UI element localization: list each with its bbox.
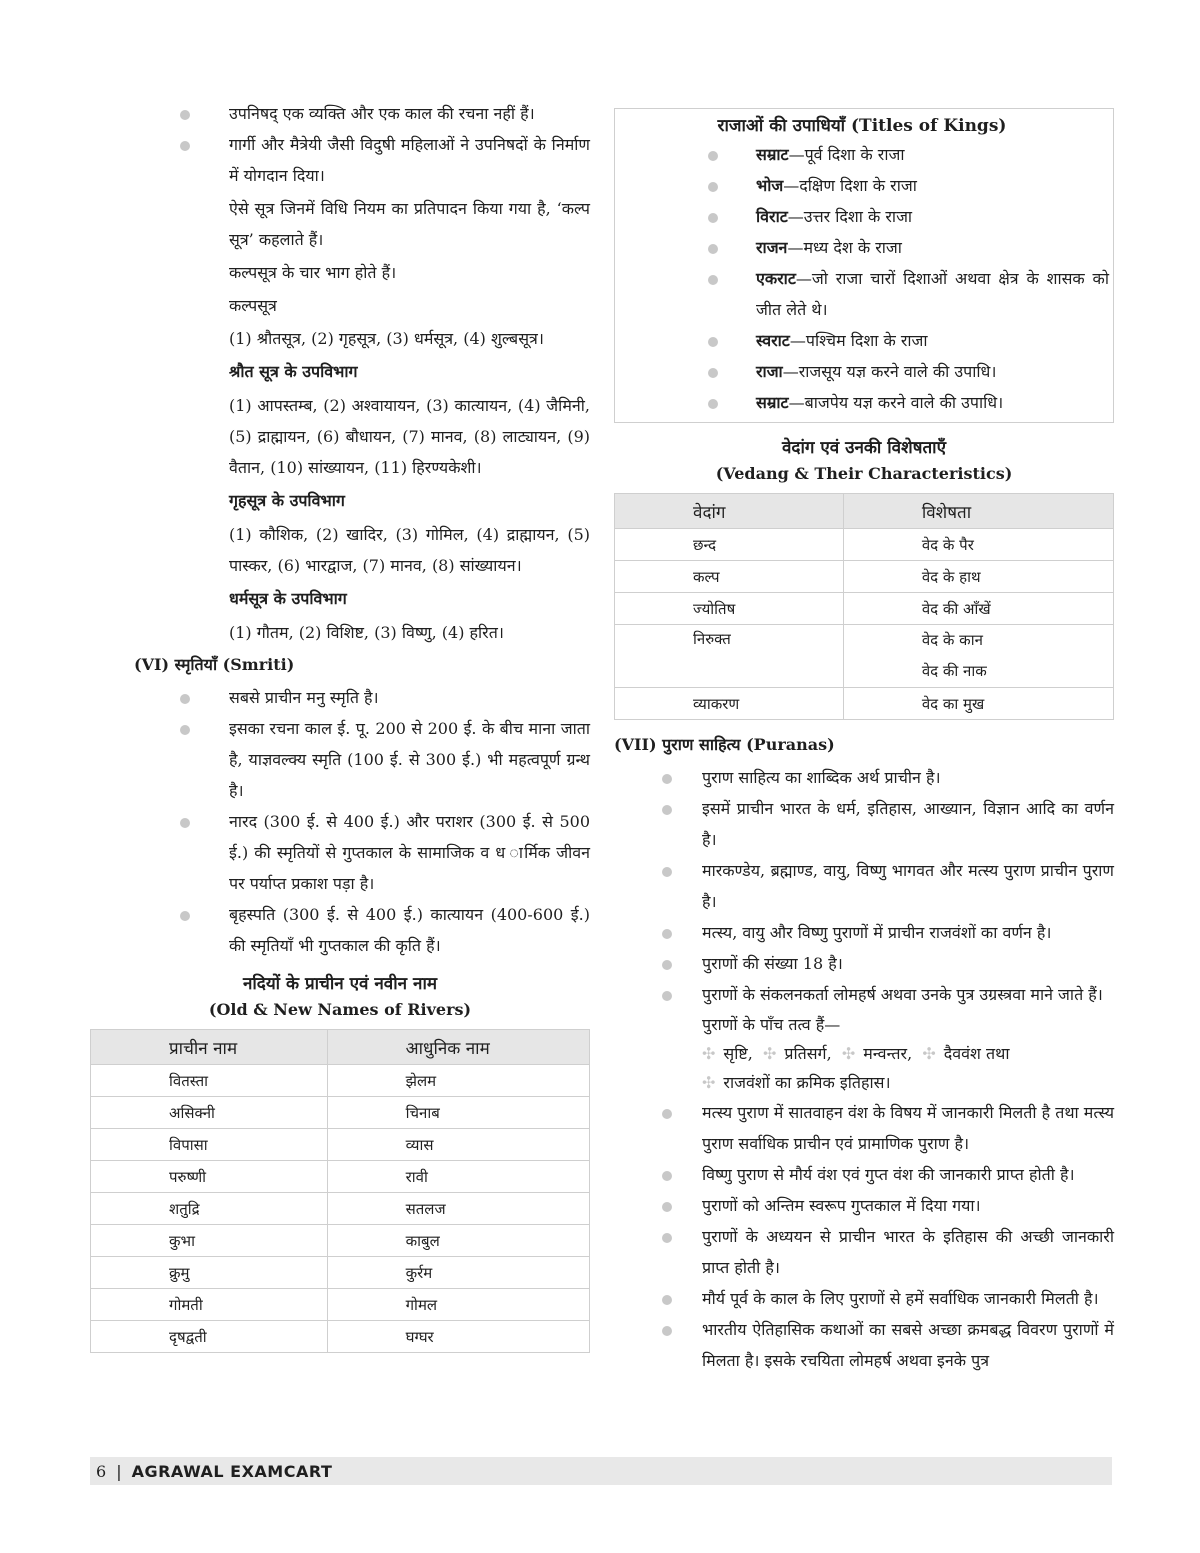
list-item [615,201,1109,232]
table-cell: चिनाब [327,1097,589,1129]
table-row [91,1129,590,1161]
table-cell: वितस्ता [91,1065,328,1097]
vedang-title: वेदांग एवं उनकी विशेषताएँ [781,438,946,458]
table-cell: वेद के पैर [843,529,1113,561]
table-header-row [615,494,1114,529]
cell-line: वेद की नाक [921,662,987,680]
right-column [614,108,1114,1376]
upanishad-bullets [90,98,590,191]
page-footer [90,1457,1112,1485]
table-cell: रावी [327,1161,589,1193]
list-item: विष्णु पुराण से मौर्य वंश एवं गुप्त वंश की जानकारी प्राप्त होती है। [614,1159,1114,1190]
shraut-heading: श्रौत सूत्र के उपविभाग [229,362,358,381]
king-desc: —दक्षिण दिशा के राजा [783,176,917,195]
brand-logo: AGRAWAL EXAMCART [131,1461,333,1481]
footer-separator: | [116,1461,122,1481]
table-row [615,529,1114,561]
list-item: पुराणों के अध्ययन से प्राचीन भारत के इतिहास की अच्छी जानकारी प्राप्त होती है। [614,1221,1114,1283]
shraut-list: (1) आपस्तम्ब, (2) अश्वायायन, (3) कात्यायन, (4) जैमिनी, (5) द्राह्मायन, (6) बौधायन, (7) मानव, (8) लाट्यायन, (9) वैतान, (10) सांख्यायन, (11) हिरण्यकेशी। [229,396,590,477]
list-item [615,263,1109,325]
king-desc: —पश्चिम दिशा के राजा [789,331,928,350]
table-cell: छन्द [615,529,844,561]
list-item: इसमें प्राचीन भारत के धर्म, इतिहास, आख्यान, विज्ञान आदि का वर्णन है। [614,793,1114,855]
puran-heading: (VII) पुराण साहित्य (Puranas) [614,735,835,754]
griha-list: (1) कौशिक, (2) खादिर, (3) गोमिल, (4) द्राह्मायन, (5) पास्कर, (6) भारद्वाज, (7) मानव, (8) सांख्यायन। [229,525,590,575]
table-row [91,1097,590,1129]
five-elements-intro: पुराणों के पाँच तत्व हैं— [702,1015,841,1034]
kalp-sutra-list: (1) श्रौतसूत्र, (2) गृहसूत्र, (3) धर्मसूत्र, (4) शुल्बसूत्र। [229,329,544,348]
list-item [615,325,1109,356]
king-term: सम्राट [756,145,789,164]
table-cell: क्रुमु [91,1257,328,1289]
king-term: एकराट [756,269,796,288]
star-icon: ✣ [762,1044,777,1063]
king-desc: —राजसूय यज्ञ करने वाले की उपाधि। [782,362,997,381]
list-item: इसका रचना काल ई. पू. 200 से 200 ई. के बीच माना जाता है, याज्ञवल्क्य स्मृति (100 ई. से 300 ई.) भी महत्वपूर्ण ग्रन्थ है। [90,713,590,806]
table-row [91,1193,590,1225]
table-header-row [91,1030,590,1065]
list-item: नारद (300 ई. से 400 ई.) और पराशर (300 ई. से 500 ई.) की स्मृतियों से गुप्तकाल के सामाजिक व ध ार्मिक जीवन पर पर्याप्त प्रकाश पड़ा है। [90,806,590,899]
table-cell: गोमती [91,1289,328,1321]
list-item: भारतीय ऐतिहासिक कथाओं का सबसे अच्छा क्रमबद्ध विवरण पुराणों में मिलता है। इसके रचयिता लोमहर्ष अथवा इनके पुत्र [614,1314,1114,1376]
table-row [615,593,1114,625]
list-item: मत्स्य, वायु और विष्णु पुराणों में प्राचीन राजवंशों का वर्णन है। [614,917,1114,948]
vedang-table [614,493,1114,720]
dharma-heading: धर्मसूत्र के उपविभाग [229,589,347,608]
column-header: विशेषता [843,494,1113,529]
king-desc: —मध्य देश के राजा [787,238,902,257]
table-cell: काबुल [327,1225,589,1257]
column-header: प्राचीन नाम [91,1030,328,1065]
table-cell: शतुद्रि [91,1193,328,1225]
table-cell: दृषद्वती [91,1321,328,1353]
list-item: पुराण साहित्य का शाब्दिक अर्थ प्राचीन है। [614,762,1114,793]
star-icon: ✣ [922,1044,936,1063]
element-item: सृष्टि, [723,1044,753,1063]
king-term: भोज [756,176,784,195]
list-item [615,387,1109,418]
puran-bullets-a [614,762,1114,1010]
king-term: सम्राट [756,393,789,412]
element-item: राजवंशों का क्रमिक इतिहास। [723,1073,891,1092]
five-elements [614,1010,1114,1097]
five-elements-line [702,1068,1114,1097]
list-item: मौर्य पूर्व के काल के लिए पुराणों से हमें सर्वाधिक जानकारी मिलती है। [614,1283,1114,1314]
table-cell: कुभा [91,1225,328,1257]
star-icon: ✣ [702,1044,716,1063]
griha-heading: गृहसूत्र के उपविभाग [229,491,345,510]
king-term: विराट [756,207,788,226]
table-cell: गोमल [327,1289,589,1321]
cell-line: वेद के कान [921,631,983,649]
kalp-sutra-parts: कल्पसूत्र के चार भाग होते हैं। [229,263,397,282]
element-item: प्रतिसर्ग, [784,1044,832,1063]
table-cell: परुष्णी [91,1161,328,1193]
vedang-subtitle: (Vedang & Their Characteristics) [715,464,1013,483]
table-row [615,561,1114,593]
table-cell: व्यास [327,1129,589,1161]
king-term: स्वराट [756,331,790,350]
list-item: पुराणों को अन्तिम स्वरूप गुप्तकाल में दिया गया। [614,1190,1114,1221]
table-cell: असिक्नी [91,1097,328,1129]
table-cell: वेद के हाथ [843,561,1113,593]
list-item: उपनिषद् एक व्यक्ति और एक काल की रचना नहीं हैं। [90,98,590,129]
table-cell: ज्योतिष [615,593,844,625]
kings-list [615,139,1109,418]
table-cell: वेद की आँखें [843,593,1113,625]
table-cell: व्याकरण [615,688,844,720]
kalp-sutra-definition: ऐसे सूत्र जिनमें विधि नियम का प्रतिपादन किया गया है, ‘कल्प सूत्र’ कहलाते हैं। [229,199,590,249]
table-row [91,1321,590,1353]
star-icon: ✣ [702,1073,716,1092]
table-cell: घग्घर [327,1321,589,1353]
list-item: मारकण्डेय, ब्रह्माण्ड, वायु, विष्णु भागवत और मत्स्य पुराण प्राचीन पुराण है। [614,855,1114,917]
smriti-bullets [90,682,590,961]
element-item: मन्वन्तर, [863,1044,913,1063]
list-item: मत्स्य पुराण में सातवाहन वंश के विषय में जानकारी मिलती है तथा मत्स्य पुराण सर्वाधिक प्राचीन एवं प्रामाणिक पुराण है। [614,1097,1114,1159]
smriti-heading: (VI) स्मृतियाँ (Smriti) [134,655,295,674]
table-row [615,688,1114,720]
list-item [615,356,1109,387]
table-row [91,1161,590,1193]
column-header: आधुनिक नाम [327,1030,589,1065]
list-item: पुराणों के संकलनकर्ता लोमहर्ष अथवा उनके पुत्र उग्रस्त्रवा माने जाते हैं। [614,979,1114,1010]
king-desc: —जो राजा चारों दिशाओं अथवा क्षेत्र के शासक को जीत लेते थे। [756,269,1109,319]
kings-titles-box [614,108,1114,423]
column-header: वेदांग [615,494,844,529]
king-term: राजन [756,238,788,257]
kalp-sutra-label: कल्पसूत्र [229,296,277,315]
king-desc: —उत्तर दिशा के राजा [787,207,913,226]
table-row [91,1289,590,1321]
table-cell [843,625,1113,688]
table-cell: वेद का मुख [843,688,1113,720]
table-cell: झेलम [327,1065,589,1097]
five-elements-line [702,1039,1114,1068]
table-row [91,1065,590,1097]
list-item: गार्गी और मैत्रेयी जैसी विदुषी महिलाओं ने उपनिषदों के निर्माण में योगदान दिया। [90,129,590,191]
list-item [615,139,1109,170]
list-item: बृहस्पति (300 ई. से 400 ई.) कात्यायन (400-600 ई.) की स्मृतियाँ भी गुप्तकाल की कृति हैं। [90,899,590,961]
dharma-list: (1) गौतम, (2) विशिष्ट, (3) विष्णु, (4) हरित। [229,623,504,642]
page-number: 6 [96,1461,107,1481]
king-desc: —बाजपेय यज्ञ करने वाले की उपाधि। [788,393,1004,412]
left-column [90,98,590,1353]
table-row [91,1225,590,1257]
table-cell: सतलज [327,1193,589,1225]
table-cell: विपासा [91,1129,328,1161]
list-item [615,170,1109,201]
table-row [615,625,1114,688]
list-item: पुराणों की संख्या 18 है। [614,948,1114,979]
table-cell: निरुक्त [615,625,844,688]
king-desc: —पूर्व दिशा के राजा [788,145,905,164]
puran-bullets-b [614,1097,1114,1376]
rivers-table [90,1029,590,1353]
star-icon: ✣ [841,1044,856,1063]
element-item: दैववंश तथा [943,1044,1010,1063]
list-item: सबसे प्राचीन मनु स्मृति है। [90,682,590,713]
list-item [615,232,1109,263]
rivers-title: नदियों के प्राचीन एवं नवीन नाम [242,974,438,994]
table-cell: कल्प [615,561,844,593]
rivers-subtitle: (Old & New Names of Rivers) [208,1000,472,1019]
table-cell: कुर्रम [327,1257,589,1289]
king-term: राजा [756,362,783,381]
table-row [91,1257,590,1289]
kings-title: राजाओं की उपाधियाँ (Titles of Kings) [717,116,1007,136]
